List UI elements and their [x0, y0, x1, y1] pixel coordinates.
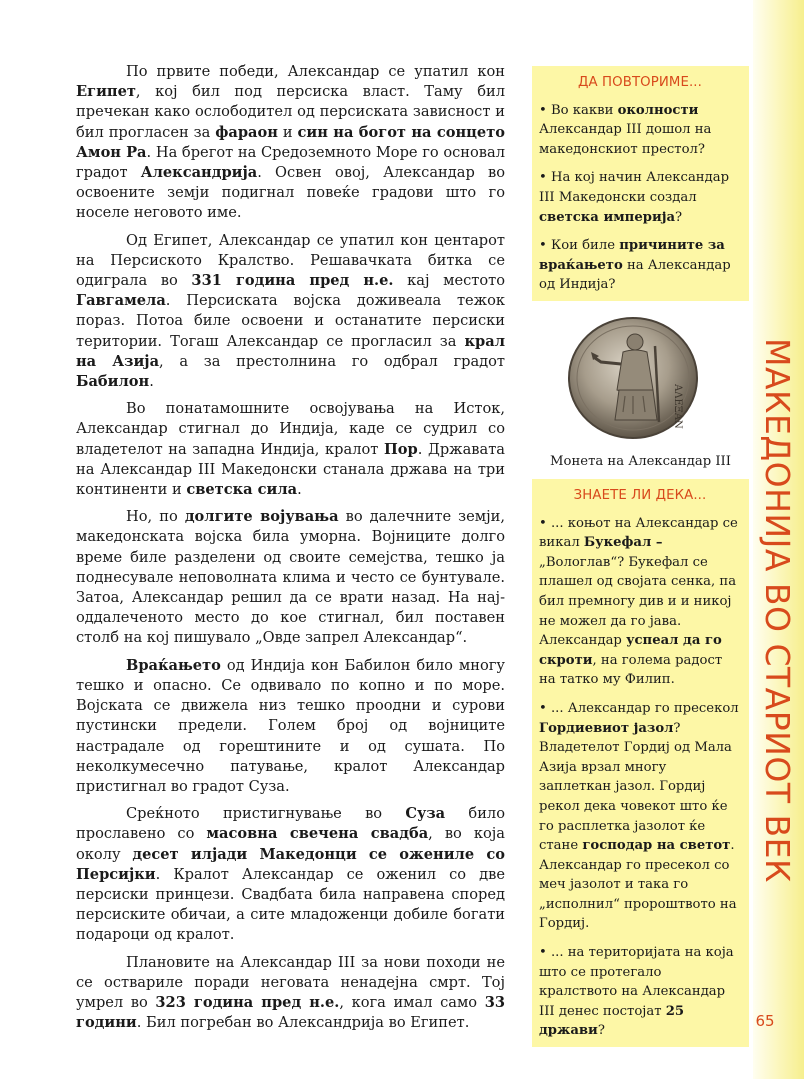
facts-box-title: ЗНАЕТЕ ЛИ ДЕКА...	[573, 488, 707, 503]
coin-icon	[563, 312, 703, 442]
bold-term: Букефал –	[583, 535, 663, 551]
bold-term: околности	[617, 102, 699, 118]
bold-term: Гордиевиот јазол	[539, 720, 674, 736]
review-question: • На кој начин Александар III Македонски создал светска империја?	[539, 168, 741, 227]
coin-caption: Монета на Александар III	[550, 454, 731, 469]
fact-item: • ... на територијата на која што се протегало кралството на Александар III денес постојат 25 држави?	[539, 943, 741, 1041]
paragraph-return: Враќањето од Индија кон Бабилон било многу тешко и опасно. Се одвивало по копно и по море. Војската се движела низ тешко проодни и сурови пустински предели. Голем број од војниците настрадале од горештините и од сушата. По неколкумесечно патување, кралот Александар пристигнал во градот Суза.	[76, 656, 505, 795]
bold-term: Александрија	[140, 164, 258, 182]
bold-term: господар на светот	[582, 838, 731, 854]
bold-term: 323 година пред н.е.	[155, 993, 340, 1011]
paragraph-long-wars: Но, по долгите војувања во далечните земји, македонската војска била уморна. Војниците долго време биле разделени од своите семејства, тешко ја поднесувале неповолната клима и често се бунтувале. Затоа, Александар решил да се врати назад. На нај-оддалеченото место до кое стигнал, бил поставен столб на кој пишувало „Овде запрел Александар“.	[76, 508, 505, 647]
bold-term: Бабилон	[76, 373, 150, 391]
bold-term: Суза	[405, 805, 446, 823]
bold-term: светска сила	[186, 481, 298, 499]
fact-item: • ... коњот на Александар се викал Букефал – „Вологлав“? Букефал се плашел од својата сенка, па бил премногу див и и никој не можел да го јава. Александар успеал да го скроти, на голема радост на татко му Филип.	[539, 514, 741, 690]
bold-term: 33 години	[76, 993, 506, 1032]
bold-term: причините за враќањето	[539, 238, 725, 273]
review-box-title: ДА ПОВТОРИМЕ...	[578, 75, 702, 90]
fact-item: • ... Александар го пресекол Гордиевиот јазол? Владетелот Гордиј од Мала Азија врзал многу заплеткан јазол. Гордиј рекол дека човекот што ќе го расплетка јазолот ќе стане господар на светот. Александар го пресекол со меч јазолот и така го „исполнил“ пророштвото на Гордиј.	[539, 699, 741, 934]
paragraph-susa-wedding: Среќното пристигнување во Суза било прославено со масовна свечена свадба, во која околу десет илјади Македонци се ожениле со Персијки. Кралот Александар се оженил со две персиски принцези. Свадбата била направена според персиските обичаи, а сите младоженци добиле богати подароци од кралот.	[76, 805, 505, 944]
bold-term: 331 година пред н.е.	[191, 272, 394, 290]
bold-term: масовна свечена свадба	[206, 825, 429, 843]
facts-box	[532, 479, 749, 1047]
bold-term: светска империја	[539, 209, 676, 225]
bold-term: Пор	[383, 440, 418, 458]
review-question: • Во какви околности Александар III дошол на македонскиот престол?	[539, 101, 741, 160]
paragraph-persia: Од Египет, Александар се упатил кон центарот на Персиското Кралство. Решавачката битка се одиграла во 331 година пред н.е. кај местото Гавгамела. Персиската војска доживеала тежок пораз. Потоа биле освоени и останатите персиски територии. Тогаш Александар се прогласил за крал на Азија, а за престолнина го одбрал градот Бабилон.	[76, 231, 505, 391]
bold-term: фараон	[215, 123, 278, 141]
svg-text:ΑΛΕΞΑΝ: ΑΛΕΞΑΝ	[672, 384, 683, 429]
paragraph-egypt: По првите победи, Александар се упатил кон Египет, кој бил под персиска власт. Таму бил пречекан како ослободител од персиската зависност и бил прогласен за фараон и син на богот на сонцето Амон Ра. На брегот на Средоземното Море го основал градот Александрија. Освен овој, Александар во освоените земји подигнал повеќе градови што го носеле неговото име.	[76, 63, 505, 222]
bold-term: долгите војувања	[184, 508, 339, 526]
review-box	[532, 66, 749, 301]
review-question: • Кои биле причините за враќањето на Александар од Индија?	[539, 236, 741, 295]
bold-term: успеал да го скроти	[539, 633, 722, 668]
page-number: 65	[755, 1012, 775, 1030]
bold-term: крал на Азија	[76, 332, 505, 370]
chapter-side-title: МАКЕДОНИЈА ВО СТАРИОТ ВЕК	[758, 338, 797, 883]
bold-term: 25 држави	[539, 1003, 685, 1039]
bold-term: десет илјади Македонци се ожениле со Персијки	[76, 845, 505, 883]
main-text-column	[76, 62, 505, 1040]
paragraph-death: Плановите на Александар III за нови походи не се оствариле поради неговата ненадејна смрт. Тој умрел во 323 година пред н.е., кога имал само 33 години. Бил погребан во Александрија во Египет.	[76, 953, 506, 1032]
review-question-list	[539, 101, 741, 295]
bold-term: Египет	[76, 83, 136, 101]
bold-term: Враќањето	[126, 656, 221, 674]
bold-term: Гавгамела	[76, 292, 166, 310]
bold-term: син на богот на сонцето Амон Ра	[76, 123, 505, 161]
facts-list	[539, 514, 741, 1041]
paragraph-india: Во понатамошните освојувања на Исток, Александар стигнал до Индија, каде се судрил со владетелот на западна Индија, кралот Пор. Државата на Александар III Македонски станала држава на три континенти и светска сила.	[76, 400, 505, 499]
alexander-coin-image	[563, 312, 703, 442]
